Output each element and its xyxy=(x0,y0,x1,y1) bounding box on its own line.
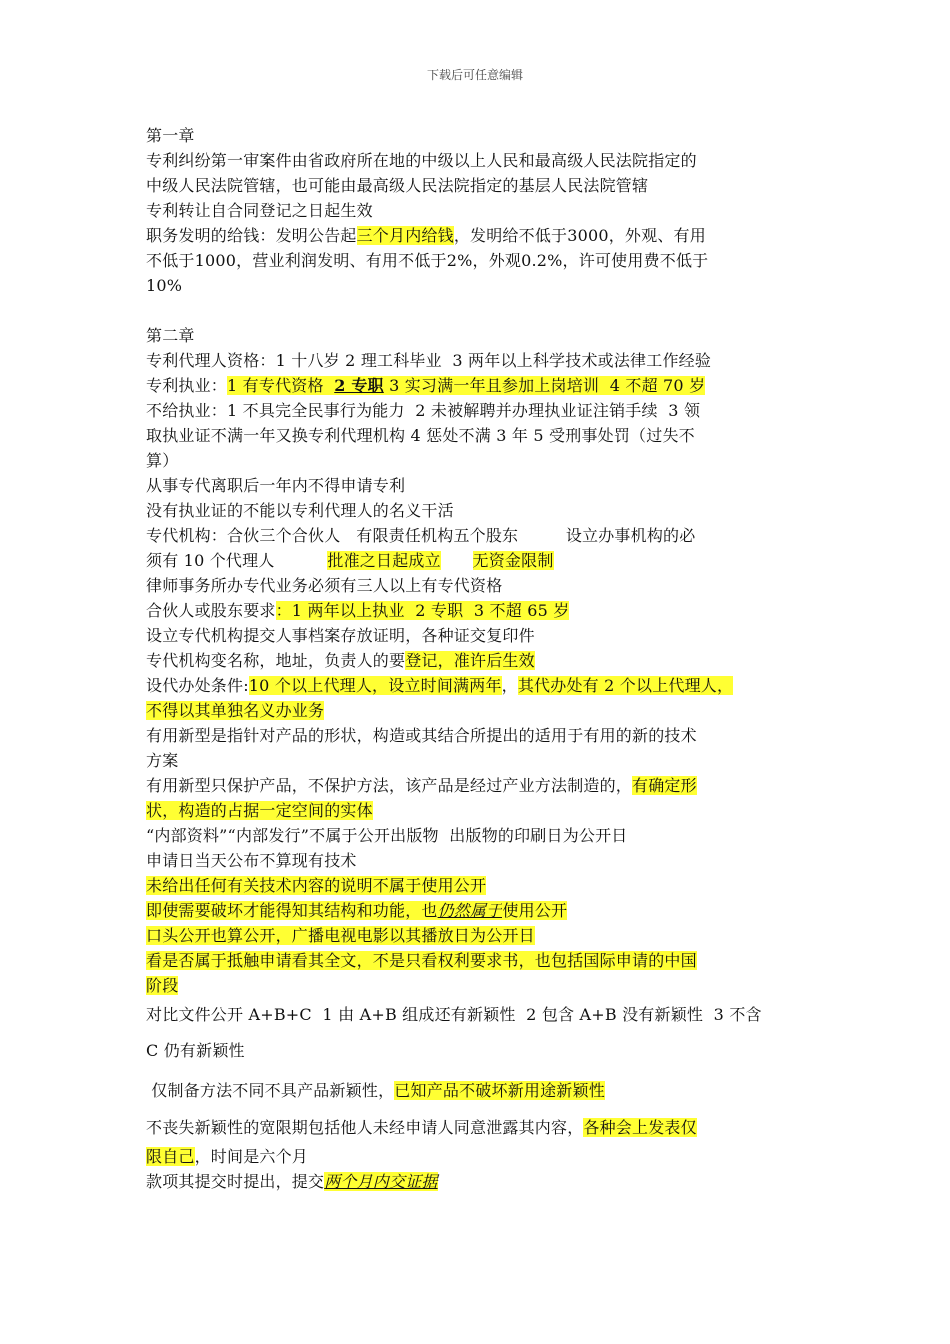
text-segment: 不给执业：1 不具完全民事行为能力 2 未被解聘并办理执业证注销手续 3 领 xyxy=(146,401,701,420)
text-line xyxy=(146,1071,816,1111)
text-line xyxy=(146,748,816,773)
text-line xyxy=(146,198,816,223)
text-line xyxy=(146,523,816,548)
text-segment: 没有执业证的不能以专利代理人的名义干活 xyxy=(146,501,454,520)
text-segment: 专利转让自合同登记之日起生效 xyxy=(146,201,373,220)
text-line xyxy=(146,398,816,423)
highlighted-text: 其代办处有 2 个以上代理人， xyxy=(517,676,734,695)
highlighted-text: 1 有专代资格 xyxy=(227,376,335,395)
text-line xyxy=(146,323,816,348)
text-line xyxy=(146,573,816,598)
text-segment: 第二章 xyxy=(146,326,195,345)
highlighted-text: 2 专职 xyxy=(334,376,384,395)
highlighted-text: 已知产品不破坏新用途新颖性 xyxy=(394,1081,605,1100)
text-segment: 律师事务所办专代业务必须有三人以上有专代资格 xyxy=(146,576,503,595)
text-segment: C 仍有新颖性 xyxy=(146,1041,245,1060)
text-line xyxy=(146,123,816,148)
highlighted-text: 状，构造的占据一定空间的实体 xyxy=(146,801,373,820)
text-line xyxy=(146,873,816,898)
highlighted-text: 不得以其单独名义办业务 xyxy=(146,701,325,720)
text-line xyxy=(146,798,816,823)
page-header: 下载后可任意编辑 xyxy=(426,68,523,82)
text-line xyxy=(146,698,816,723)
text-segment xyxy=(441,551,473,570)
highlighted-text: 无资金限制 xyxy=(472,551,554,570)
highlighted-text: 未给出任何有关技术内容的说明不属于使用公开 xyxy=(146,876,487,895)
highlighted-text: 使用公开 xyxy=(502,901,568,920)
highlighted-text: 3 实习满一年且参加上岗培训 4 不超 70 岁 xyxy=(383,376,706,395)
text-line xyxy=(146,1169,816,1194)
text-line xyxy=(146,373,816,398)
text-segment: 款项其提交时提出，提交 xyxy=(146,1172,325,1191)
highlighted-text: 三个月内给钱 xyxy=(356,226,454,245)
text-line xyxy=(146,248,816,273)
text-line xyxy=(146,1144,816,1169)
text-segment: 不丧失新颖性的宽限期包括他人未经申请人同意泄露其内容， xyxy=(146,1118,584,1137)
text-segment: 不低于1000，营业利润发明、有用不低于2%，外观0.2%，许可使用费不低于 xyxy=(146,251,709,270)
text-line xyxy=(146,898,816,923)
text-line xyxy=(146,823,816,848)
text-line xyxy=(146,973,816,998)
highlighted-text: 阶段 xyxy=(146,976,179,995)
text-line xyxy=(146,448,816,473)
text-segment: 设代办处条件: xyxy=(146,676,249,695)
text-segment: 算） xyxy=(146,451,179,470)
text-line xyxy=(146,148,816,173)
text-segment: 方案 xyxy=(146,751,179,770)
text-segment: 取执业证不满一年又换专利代理机构 4 惩处不满 3 年 5 受刑事处罚（过失不 xyxy=(146,426,695,445)
text-segment: 申请日当天公布不算现有技术 xyxy=(146,851,357,870)
text-line xyxy=(146,673,816,698)
text-line xyxy=(146,998,816,1031)
text-segment: 须有 10 个代理人 xyxy=(146,551,328,570)
text-segment: 有用新型只保护产品，不保护方法，该产品是经过产业方法制造的， xyxy=(146,776,633,795)
text-line xyxy=(146,723,816,748)
highlighted-text: 限自己 xyxy=(146,1147,195,1166)
text-segment: 从事专代离职后一年内不得申请专利 xyxy=(146,476,406,495)
text-segment: ， xyxy=(501,676,518,695)
text-line xyxy=(146,498,816,523)
text-line xyxy=(146,1031,816,1071)
text-segment: 对比文件公开 A+B+C 1 由 A+B 组成还有新颖性 2 包含 A+B 没有新颖性 3 不含 xyxy=(146,1005,762,1024)
highlighted-text: 口头公开也算公开，广播电视电影以其播放日为公开日 xyxy=(146,926,535,945)
text-segment: ，发明给不低于3000，外观、有用 xyxy=(453,226,706,245)
text-line xyxy=(146,773,816,798)
highlighted-text: 仍然属于 xyxy=(437,901,503,920)
highlighted-text: 10 个以上代理人，设立时间满两年 xyxy=(248,676,502,695)
text-segment: 专代机构变名称，地址，负责人的要 xyxy=(146,651,406,670)
text-segment: ，时间是六个月 xyxy=(194,1147,309,1166)
text-segment: 专利代理人资格：1 十八岁 2 理工科毕业 3 两年以上科学技术或法律工作经验 xyxy=(146,351,712,370)
document-body xyxy=(146,123,816,1194)
text-segment: 中级人民法院管辖，也可能由最高级人民法院指定的基层人民法院管辖 xyxy=(146,176,649,195)
highlighted-text: 各种会上发表仅 xyxy=(583,1118,697,1137)
text-line xyxy=(146,173,816,198)
text-line xyxy=(146,1111,816,1144)
text-line xyxy=(146,923,816,948)
text-segment: 10% xyxy=(146,276,183,295)
text-segment: 职务发明的给钱：发明公告起 xyxy=(146,226,357,245)
text-segment: 有用新型是指针对产品的形状，构造或其结合所提出的适用于有用的新的技术 xyxy=(146,726,697,745)
text-segment: 第一章 xyxy=(146,126,195,145)
highlighted-text: 登记，准许后生效 xyxy=(405,651,535,670)
text-line xyxy=(146,848,816,873)
text-segment: 设立专代机构提交人事档案存放证明，各种证交复印件 xyxy=(146,626,535,645)
text-segment: 仅制备方法不同不具产品新颖性， xyxy=(146,1081,395,1100)
text-line xyxy=(146,223,816,248)
text-segment: “内部资料”“内部发行”不属于公开出版物 出版物的印刷日为公开日 xyxy=(146,826,628,845)
highlighted-text: 批准之日起成立 xyxy=(327,551,441,570)
text-segment: 专利纠纷第一审案件由省政府所在地的中级以上人民和最高级人民法院指定的 xyxy=(146,151,697,170)
blank-line xyxy=(146,298,816,323)
text-line xyxy=(146,648,816,673)
text-line xyxy=(146,473,816,498)
highlighted-text: 两个月内交证据 xyxy=(324,1172,438,1191)
highlighted-text: ：1 两年以上执业 2 专职 3 不超 65 岁 xyxy=(275,601,570,620)
highlighted-text: 即使需要破坏才能得知其结构和功能，也 xyxy=(146,901,438,920)
text-segment: 专利执业： xyxy=(146,376,228,395)
text-line xyxy=(146,623,816,648)
text-line xyxy=(146,423,816,448)
text-line xyxy=(146,273,816,298)
text-line xyxy=(146,548,816,573)
text-line xyxy=(146,348,816,373)
text-line xyxy=(146,948,816,973)
highlighted-text: 有确定形 xyxy=(632,776,697,795)
text-segment: 专代机构：合伙三个合伙人 有限责任机构五个股东 设立办事机构的必 xyxy=(146,526,696,545)
text-segment: 合伙人或股东要求 xyxy=(146,601,276,620)
text-line xyxy=(146,598,816,623)
highlighted-text: 看是否属于抵触申请看其全文，不是只看权利要求书，也包括国际申请的中国 xyxy=(146,951,697,970)
